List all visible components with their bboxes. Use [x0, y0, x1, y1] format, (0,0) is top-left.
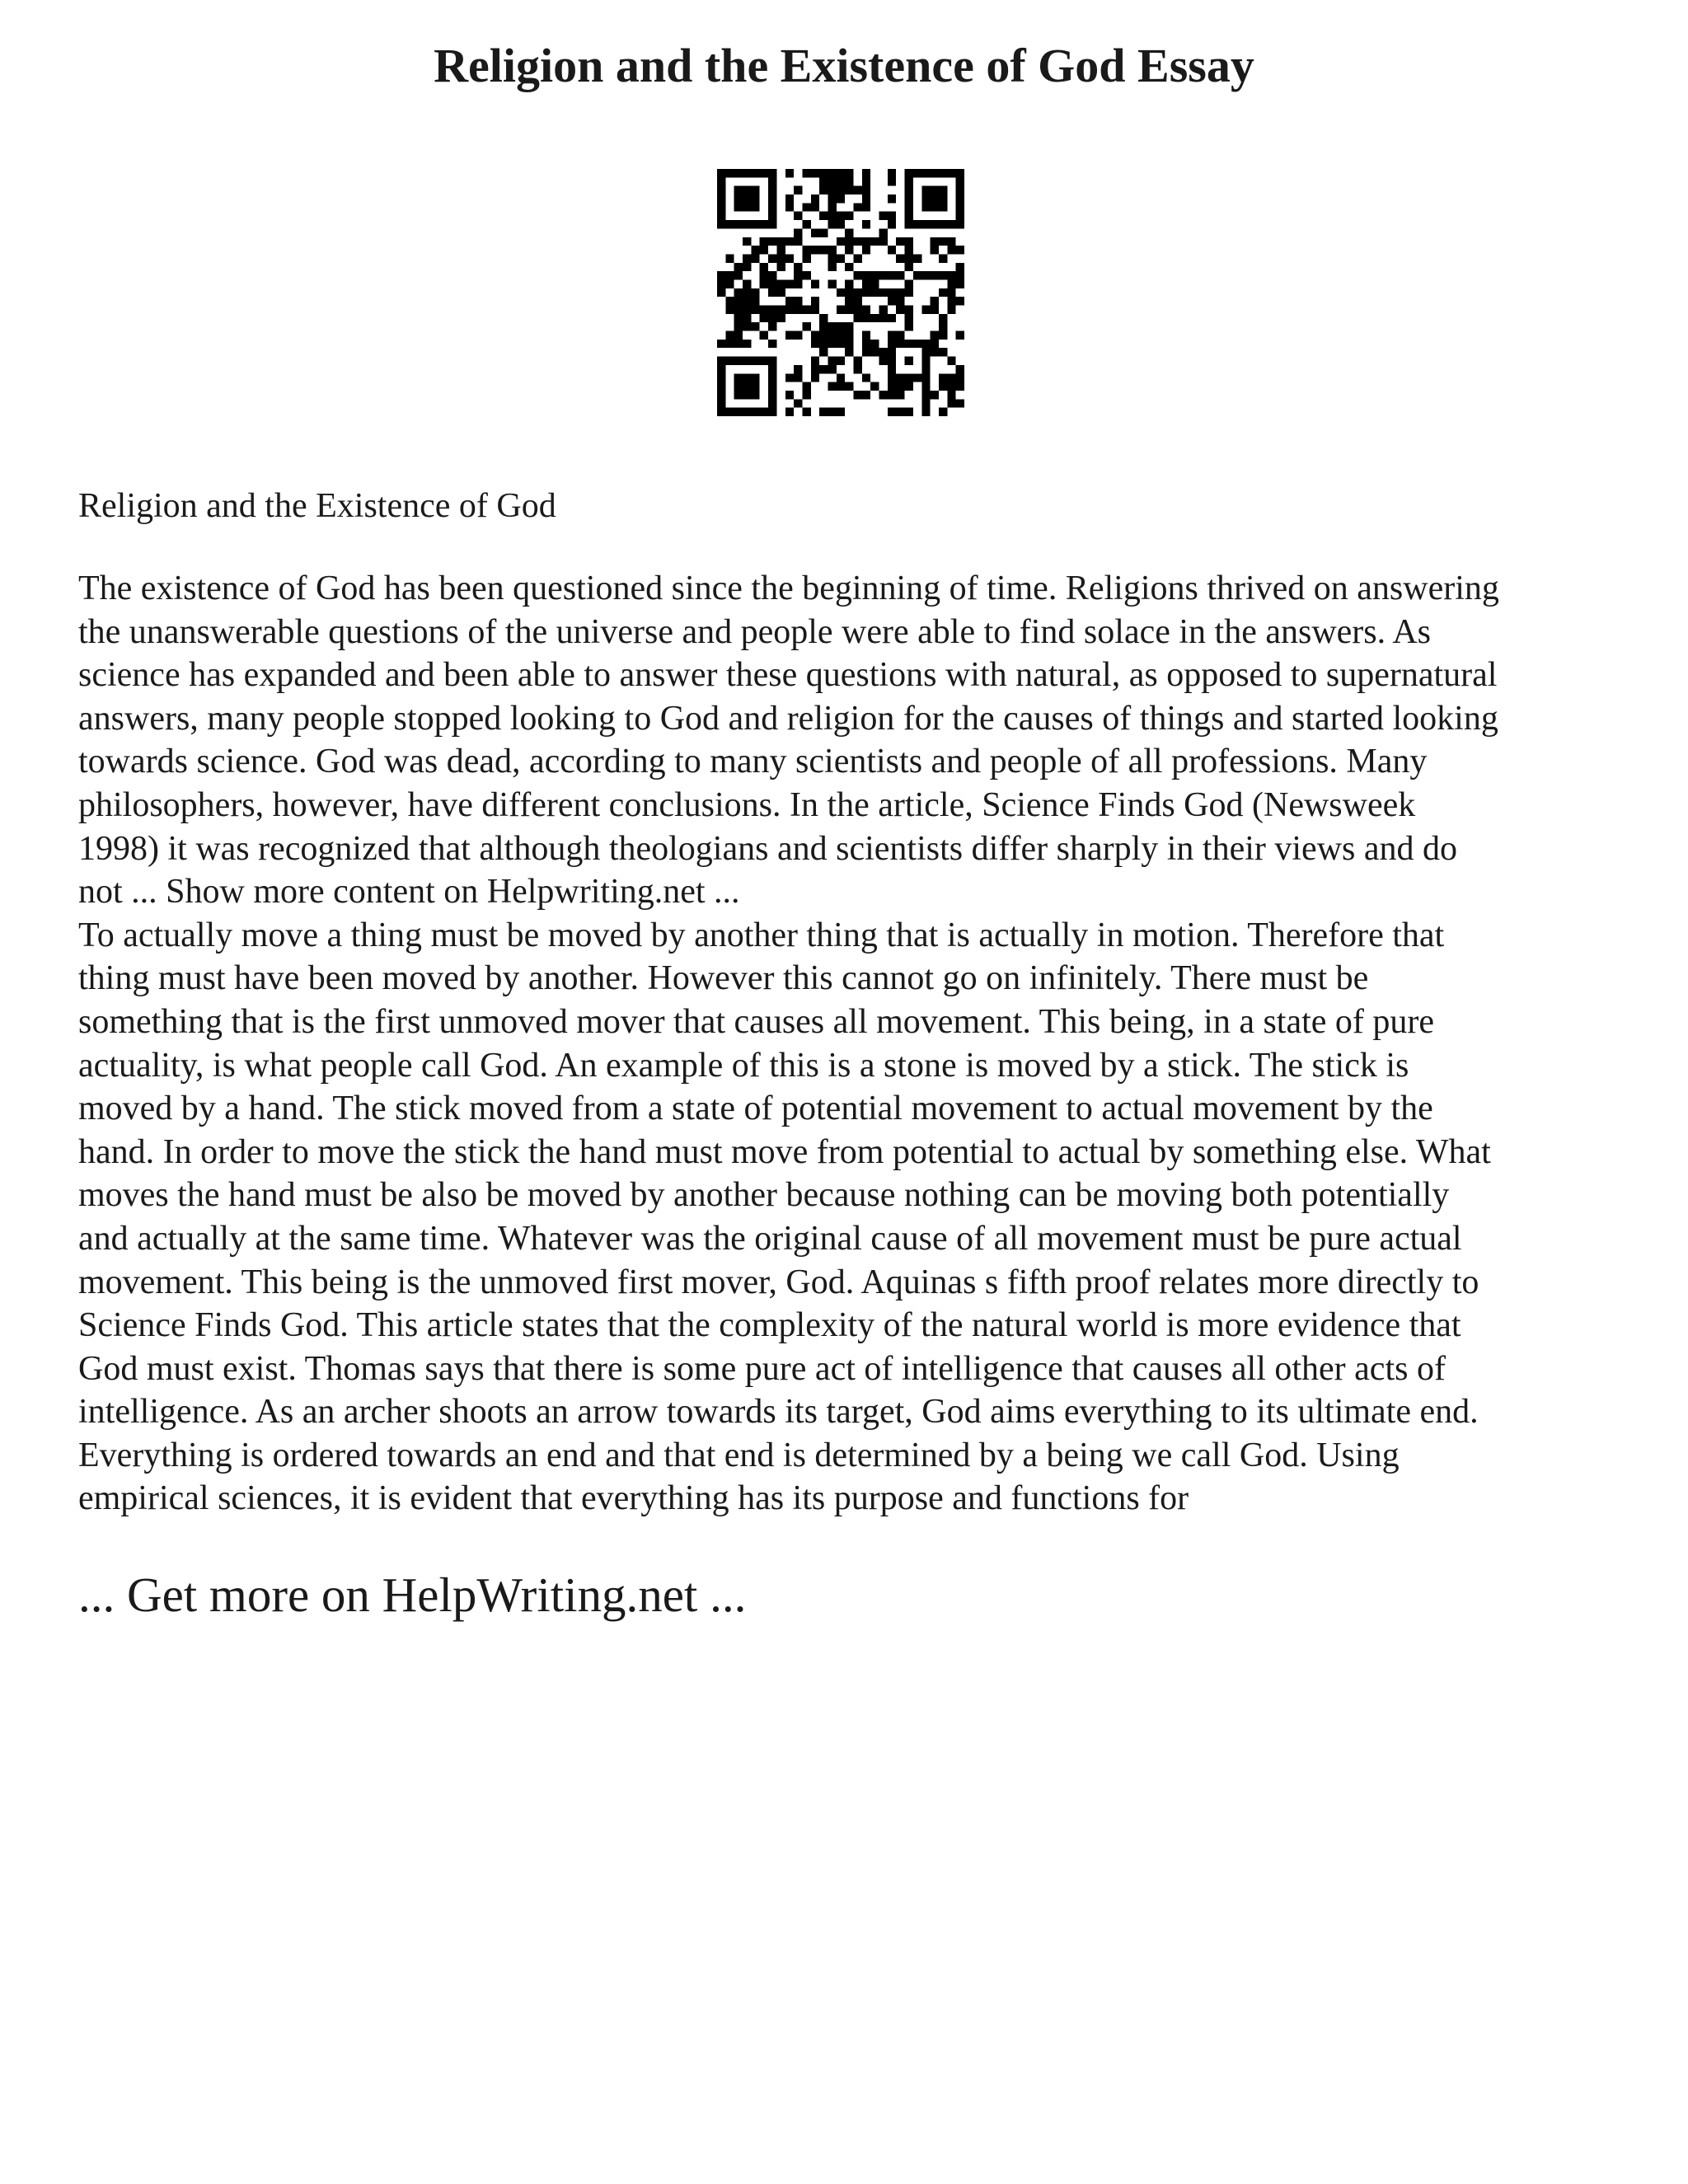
- essay-line: science has expanded and been able to answer these questions with natural, as opposed to supernatural: [78, 656, 1498, 695]
- essay-body: [78, 567, 1628, 1521]
- essay-line: philosophers, however, have different conclusions. In the article, Science Finds God (Newsweek: [78, 785, 1416, 824]
- get-more-link[interactable]: ... Get more on HelpWriting.net ...: [78, 1568, 747, 1622]
- essay-line: moved by a hand. The stick moved from a state of potential movement to actual movement by the: [78, 1090, 1433, 1128]
- essay-line: actuality, is what people call God. An example of this is a stone is moved by a stick. The stick is: [78, 1046, 1409, 1085]
- essay-line: moves the hand must be also be moved by another because nothing can be moving both potentially: [78, 1176, 1450, 1215]
- essay-line: The existence of God has been questioned since the beginning of time. Religions thrived on answering: [78, 569, 1499, 607]
- essay-line: intelligence. As an archer shoots an arrow towards its target, God aims everything to its ultimate end.: [78, 1393, 1479, 1432]
- essay-line: movement. This being is the unmoved first mover, God. Aquinas s fifth proof relates more directly to: [78, 1263, 1479, 1301]
- essay-line: hand. In order to move the stick the hand must move from potential to actual by something else. What: [78, 1132, 1491, 1171]
- essay-line: towards science. God was dead, according to many scientists and people of all professions. Many: [78, 743, 1428, 781]
- qr-code-icon: [717, 169, 964, 416]
- essay-line: Science Finds God. This article states that the complexity of the natural world is more evidence that: [78, 1306, 1461, 1345]
- essay-line: answers, many people stopped looking to God and religion for the causes of things and started looking: [78, 699, 1498, 738]
- essay-line: thing must have been moved by another. However this cannot go on infinitely. There must be: [78, 959, 1369, 998]
- essay-line: something that is the first unmoved mover that causes all movement. This being, in a state of pure: [78, 1002, 1435, 1041]
- essay-line: 1998) it was recognized that although theologians and scientists differ sharply in their views and do: [78, 829, 1458, 868]
- essay-line: the unanswerable questions of the universe and people were able to find solace in the answers. As: [78, 612, 1431, 651]
- essay-line: Everything is ordered towards an end and that end is determined by a being we call God. Using: [78, 1436, 1400, 1474]
- essay-line: God must exist. Thomas says that there is some pure act of intelligence that causes all other acts of: [78, 1349, 1446, 1388]
- show-more-line[interactable]: not ... Show more content on Helpwriting.net ...: [78, 873, 740, 912]
- essay-line: empirical sciences, it is evident that everything has its purpose and functions for: [78, 1479, 1189, 1518]
- essay-line: To actually move a thing must be moved by another thing that is actually in motion. Therefore that: [78, 916, 1445, 954]
- essay-line: and actually at the same time. Whatever was the original cause of all movement must be pure actual: [78, 1219, 1462, 1258]
- essay-subtitle: Religion and the Existence of God: [78, 487, 556, 525]
- page-title: Religion and the Existence of God Essay: [434, 39, 1254, 92]
